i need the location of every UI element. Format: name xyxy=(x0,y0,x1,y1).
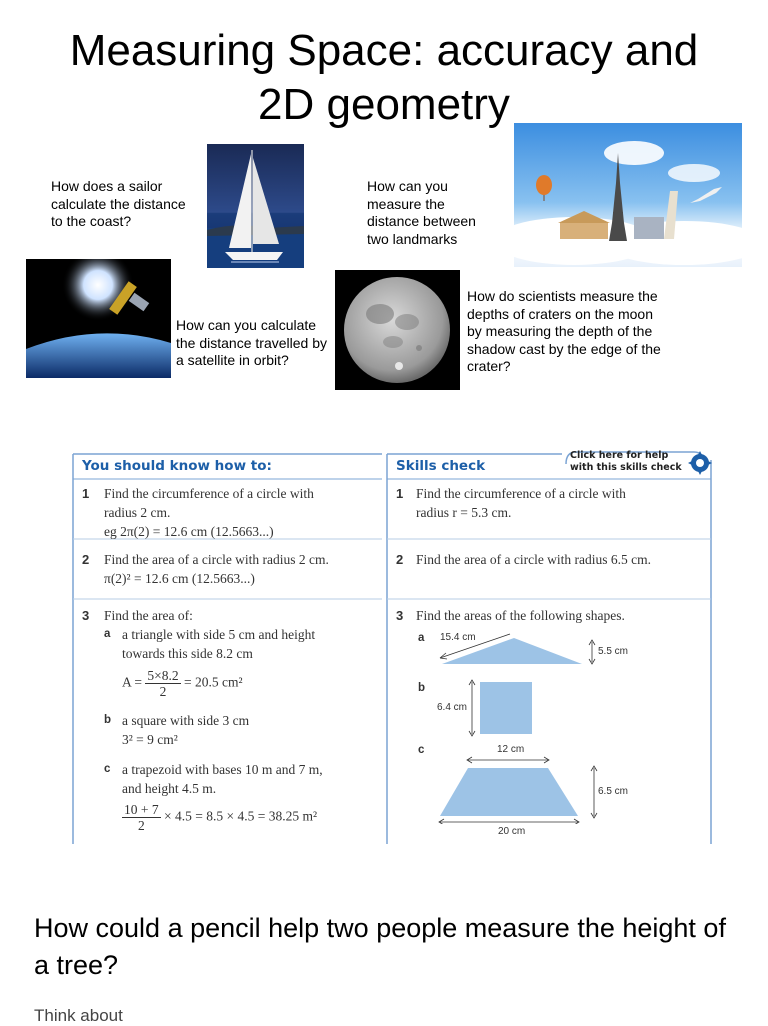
skills-check-help-link[interactable] xyxy=(570,450,682,474)
left-item-3a-label: a xyxy=(104,628,111,640)
fraction-numerator: 10 + 7 xyxy=(124,802,159,817)
left-item-1-number: 1 xyxy=(82,486,90,501)
left-item-2-text xyxy=(104,550,329,588)
help-link-line-2: with this skills check xyxy=(570,462,682,473)
textbook-panel xyxy=(72,446,712,844)
left-item-3a-line-1: a triangle with side 5 cm and height xyxy=(122,627,316,642)
left-item-3a-line-2: towards this side 8.2 cm xyxy=(122,646,253,661)
left-item-3b-line: a square with side 3 cm xyxy=(122,713,250,728)
triangle-side-label: 15.4 cm xyxy=(440,632,476,643)
left-item-3c-line-1: a trapezoid with bases 10 m and 7 m, xyxy=(122,762,323,777)
left-item-2-line-2: π(2)² = 12.6 cm (12.5663...) xyxy=(104,571,255,586)
square-side-label: 6.4 cm xyxy=(437,702,468,713)
left-item-1-text xyxy=(104,484,314,541)
triangle-area-formula xyxy=(122,668,243,699)
formula-rhs: = 20.5 cm² xyxy=(184,674,243,690)
square-shape xyxy=(468,676,538,738)
right-item-1-number: 1 xyxy=(396,486,404,501)
fraction-denominator: 2 xyxy=(159,684,167,699)
left-item-1-line-2: radius 2 cm. xyxy=(104,505,171,520)
fraction-numerator: 5×8.2 xyxy=(147,668,179,683)
left-item-3c-line-2: and height 4.5 m. xyxy=(122,781,217,796)
left-item-3a-text xyxy=(122,625,315,663)
shape-c-label: c xyxy=(418,744,425,756)
shape-b-label: b xyxy=(418,682,426,694)
fraction-denominator: 2 xyxy=(137,818,145,833)
triangle-height-label: 5.5 cm xyxy=(598,646,629,657)
left-column-header: You should know how to: xyxy=(82,458,272,474)
landmarks-question: How can you measure the distance between two landmarks xyxy=(367,178,476,247)
right-item-1-line-2: radius r = 5.3 cm. xyxy=(416,505,512,520)
right-item-2-text: Find the area of a circle with radius 6.5 cm. xyxy=(416,552,652,567)
formula-rhs: × 4.5 = 8.5 × 4.5 = 38.25 m² xyxy=(164,808,318,824)
left-item-3-text: Find the area of: xyxy=(104,608,193,623)
left-item-3b-label: b xyxy=(104,714,112,726)
right-item-1-line-1: Find the circumference of a circle with xyxy=(416,486,626,501)
left-item-3b-formula: 3² = 9 cm² xyxy=(122,732,178,747)
trapezoid-bottom-label: 20 cm xyxy=(498,826,526,837)
trapezoid-shape xyxy=(432,754,612,824)
title-line-2: 2D geometry xyxy=(258,80,510,129)
help-cog-icon[interactable] xyxy=(686,450,714,476)
title-line-1: Measuring Space: accuracy and xyxy=(69,26,699,75)
fraction xyxy=(145,668,180,699)
left-item-3-number: 3 xyxy=(82,608,90,623)
page-title xyxy=(0,24,768,132)
satellite-question: How can you calculate the distance travelled by a satellite in orbit? xyxy=(176,317,327,368)
fraction xyxy=(122,802,161,833)
right-item-3-text: Find the areas of the following shapes. xyxy=(416,608,625,623)
shape-a-label: a xyxy=(418,632,425,644)
left-item-2-line-1: Find the area of a circle with radius 2 cm. xyxy=(104,552,329,567)
formula-lhs: A = xyxy=(122,674,142,690)
sailboat-image xyxy=(207,144,304,268)
left-item-1-line-3: eg 2π(2) = 12.6 cm (12.5663...) xyxy=(104,524,274,539)
left-item-3c-label: c xyxy=(104,763,111,775)
satellite-image xyxy=(26,259,171,378)
right-item-1-text xyxy=(416,484,626,522)
right-item-3-number: 3 xyxy=(396,608,404,623)
landmarks-image xyxy=(514,123,742,267)
trapezoid-height-label: 6.5 cm xyxy=(598,786,629,797)
moon-image xyxy=(335,270,460,390)
trapezoid-area-formula xyxy=(122,802,317,833)
left-item-3c-text xyxy=(122,760,323,798)
trapezoid-top-label: 12 cm xyxy=(497,744,525,755)
left-item-1-line-1: Find the circumference of a circle with xyxy=(104,486,314,501)
left-item-3b-text xyxy=(122,711,249,749)
moon-question: How do scientists measure the depths of craters on the moon by measuring the depth of the shadow cast by the edge of the crater? xyxy=(467,288,661,374)
pencil-question: How could a pencil help two people measure the height of a tree? xyxy=(34,913,726,980)
left-item-2-number: 2 xyxy=(82,552,90,567)
think-about-text: Think about xyxy=(34,1006,123,1025)
right-item-2-number: 2 xyxy=(396,552,404,567)
sailor-question: How does a sailor calculate the distance to the coast? xyxy=(51,178,186,229)
right-column-header: Skills check xyxy=(396,458,486,474)
help-link-line-1: Click here for help xyxy=(570,450,669,461)
